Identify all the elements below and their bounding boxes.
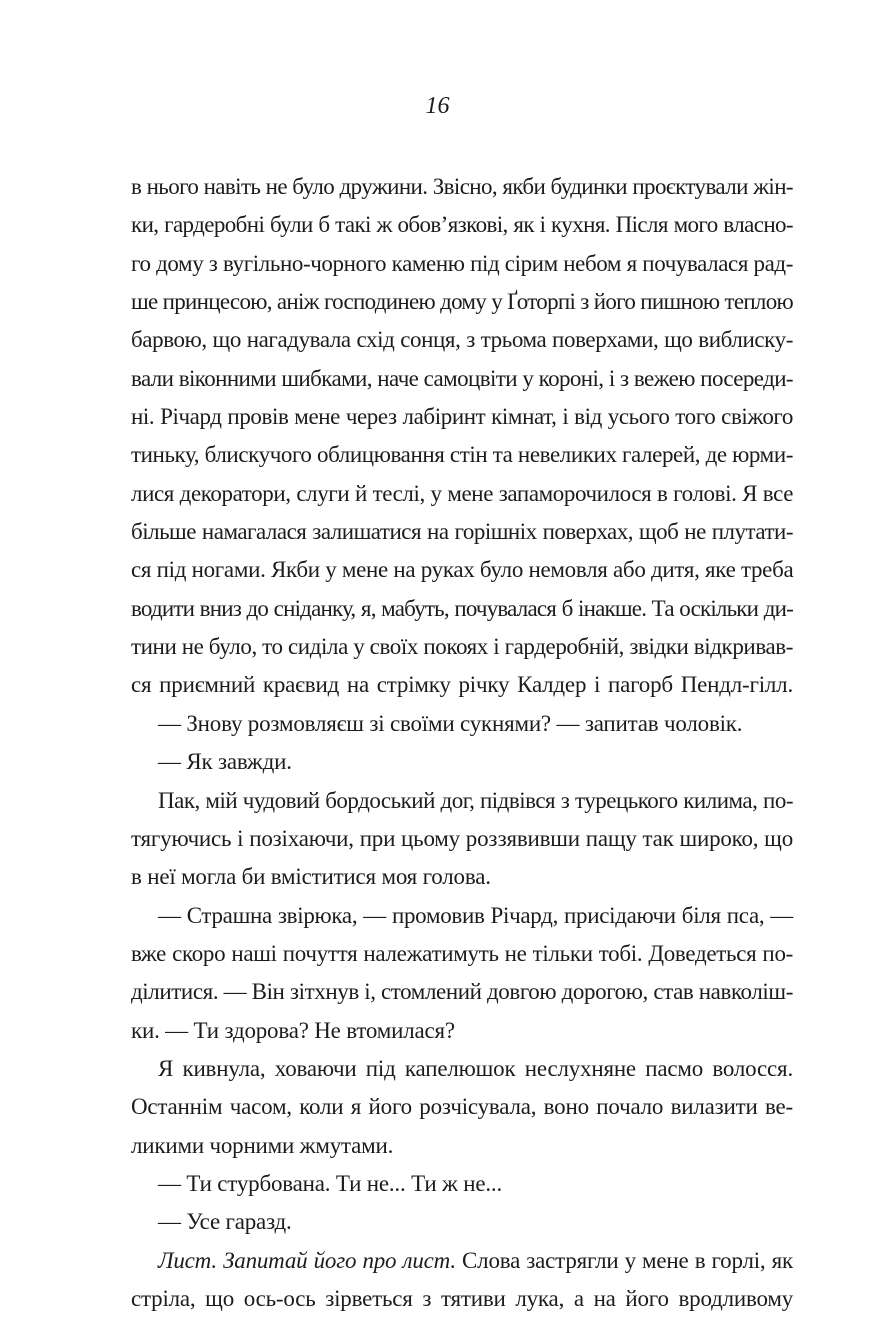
text-line (131, 820, 793, 858)
line-text: ше принцесою, аніж господинею дому у Ґоторпі з його пишною теплою (131, 289, 793, 315)
line-text: вали віконними шибками, наче самоцвіти у короні, і з вежею посереди- (131, 365, 793, 391)
text-line (131, 360, 793, 398)
text-line (131, 398, 793, 436)
text-line (131, 475, 793, 513)
line-text: тягуючись і позіхаючи, при цьому роззявивши пащу так широко, що (131, 825, 793, 851)
text-line (131, 590, 793, 628)
line-text: лися декоратори, слуги й теслі, у мене запаморочилося в голові. Я все (131, 480, 793, 506)
line-text: — Усе гаразд. (158, 1209, 292, 1235)
text-line (131, 1165, 793, 1203)
line-text: вже скоро наші почуття належатимуть не тільки тобі. Доведеться по- (131, 940, 793, 966)
text-line (131, 1242, 793, 1280)
text-line (131, 551, 793, 589)
text-line (131, 743, 793, 781)
italic-phrase: Лист. Запитай його про лист. (158, 1247, 456, 1273)
line-text: ся приємний краєвид на стрімку річку Калдер і пагорб Пендл-гілл. (131, 672, 793, 698)
line-text: ся під ногами. Якби у мене на руках було немовля або дитя, яке треба (131, 557, 794, 583)
text-line (131, 436, 793, 474)
line-text: ділитися. — Він зітхнув і, стомлений довгою дорогою, став навколіш- (131, 979, 793, 1005)
line-text: Слова застрягли у мене в горлі, як (455, 1247, 793, 1273)
text-line (131, 1127, 793, 1165)
line-text: барвою, що нагадувала схід сонця, з трьома поверхами, що виблиску- (131, 327, 793, 353)
line-text: Я кивнула, ховаючи під капелюшок неслухняне пасмо волосся. (158, 1055, 793, 1081)
text-line (131, 321, 793, 359)
text-line (131, 513, 793, 551)
text-line (131, 206, 793, 244)
line-text: — Ти стурбована. Ти не... Ти ж не... (158, 1170, 503, 1196)
line-text: тиньку, блискучого облицювання стін та невеликих галерей, де юрми- (131, 442, 793, 468)
line-text: ки, гардеробні були б такі ж обов’язкові, як і кухня. Після мого власно- (131, 212, 793, 238)
line-text: тини не було, то сиділа у своїх покоях і гардеробній, звідки відкривав- (131, 634, 794, 660)
text-line (131, 782, 793, 820)
body-text (131, 168, 793, 1318)
text-line (131, 168, 793, 206)
line-text: Останнім часом, коли я його розчісувала, воно почало вилазити ве- (131, 1094, 793, 1120)
line-text: ні. Річард провів мене через лабіринт кімнат, і від усього того свіжого (131, 404, 793, 430)
text-line (131, 245, 793, 283)
line-text: в нього навіть не було дружини. Звісно, якби будинки проєктували жін- (131, 174, 793, 199)
text-line (131, 858, 793, 896)
line-text: — Страшна звірюка, — промовив Річард, присідаючи біля пса, — (158, 902, 793, 928)
line-text: — Знову розмовляєш зі своїми сукнями? — запитав чоловік. (158, 710, 743, 736)
line-text: — Як завжди. (158, 749, 292, 775)
line-text: ликими чорними жмутами. (131, 1132, 394, 1158)
line-text: більше намагалася залишатися на горішніх поверхах, щоб не плутати- (131, 519, 793, 545)
text-line (131, 628, 793, 666)
page-number: 16 (425, 93, 450, 119)
text-line (131, 935, 793, 973)
text-line (131, 705, 793, 743)
text-line (131, 1012, 793, 1050)
text-line (131, 1088, 793, 1126)
text-line (131, 1280, 793, 1318)
line-text: го дому з вугільно-чорного каменю під сірим небом я почувалася рад- (131, 250, 793, 276)
line-text: в неї могла би вміститися моя голова. (131, 864, 491, 890)
line-text: стріла, що ось-ось зірветься з тятиви лука, а на його вродливому (131, 1285, 793, 1311)
line-text: Пак, мій чудовий бордоський дог, підвівся з турецького килима, по- (158, 787, 793, 813)
text-line (131, 1203, 793, 1241)
text-line (131, 666, 793, 704)
text-line (131, 283, 793, 321)
text-line (131, 973, 793, 1011)
text-line (131, 897, 793, 935)
text-line (131, 1050, 793, 1088)
line-text: ки. — Ти здорова? Не втомилася? (131, 1017, 455, 1043)
line-text: водити вниз до сніданку, я, мабуть, почувалася б інакше. Та оскільки ди- (131, 595, 793, 621)
